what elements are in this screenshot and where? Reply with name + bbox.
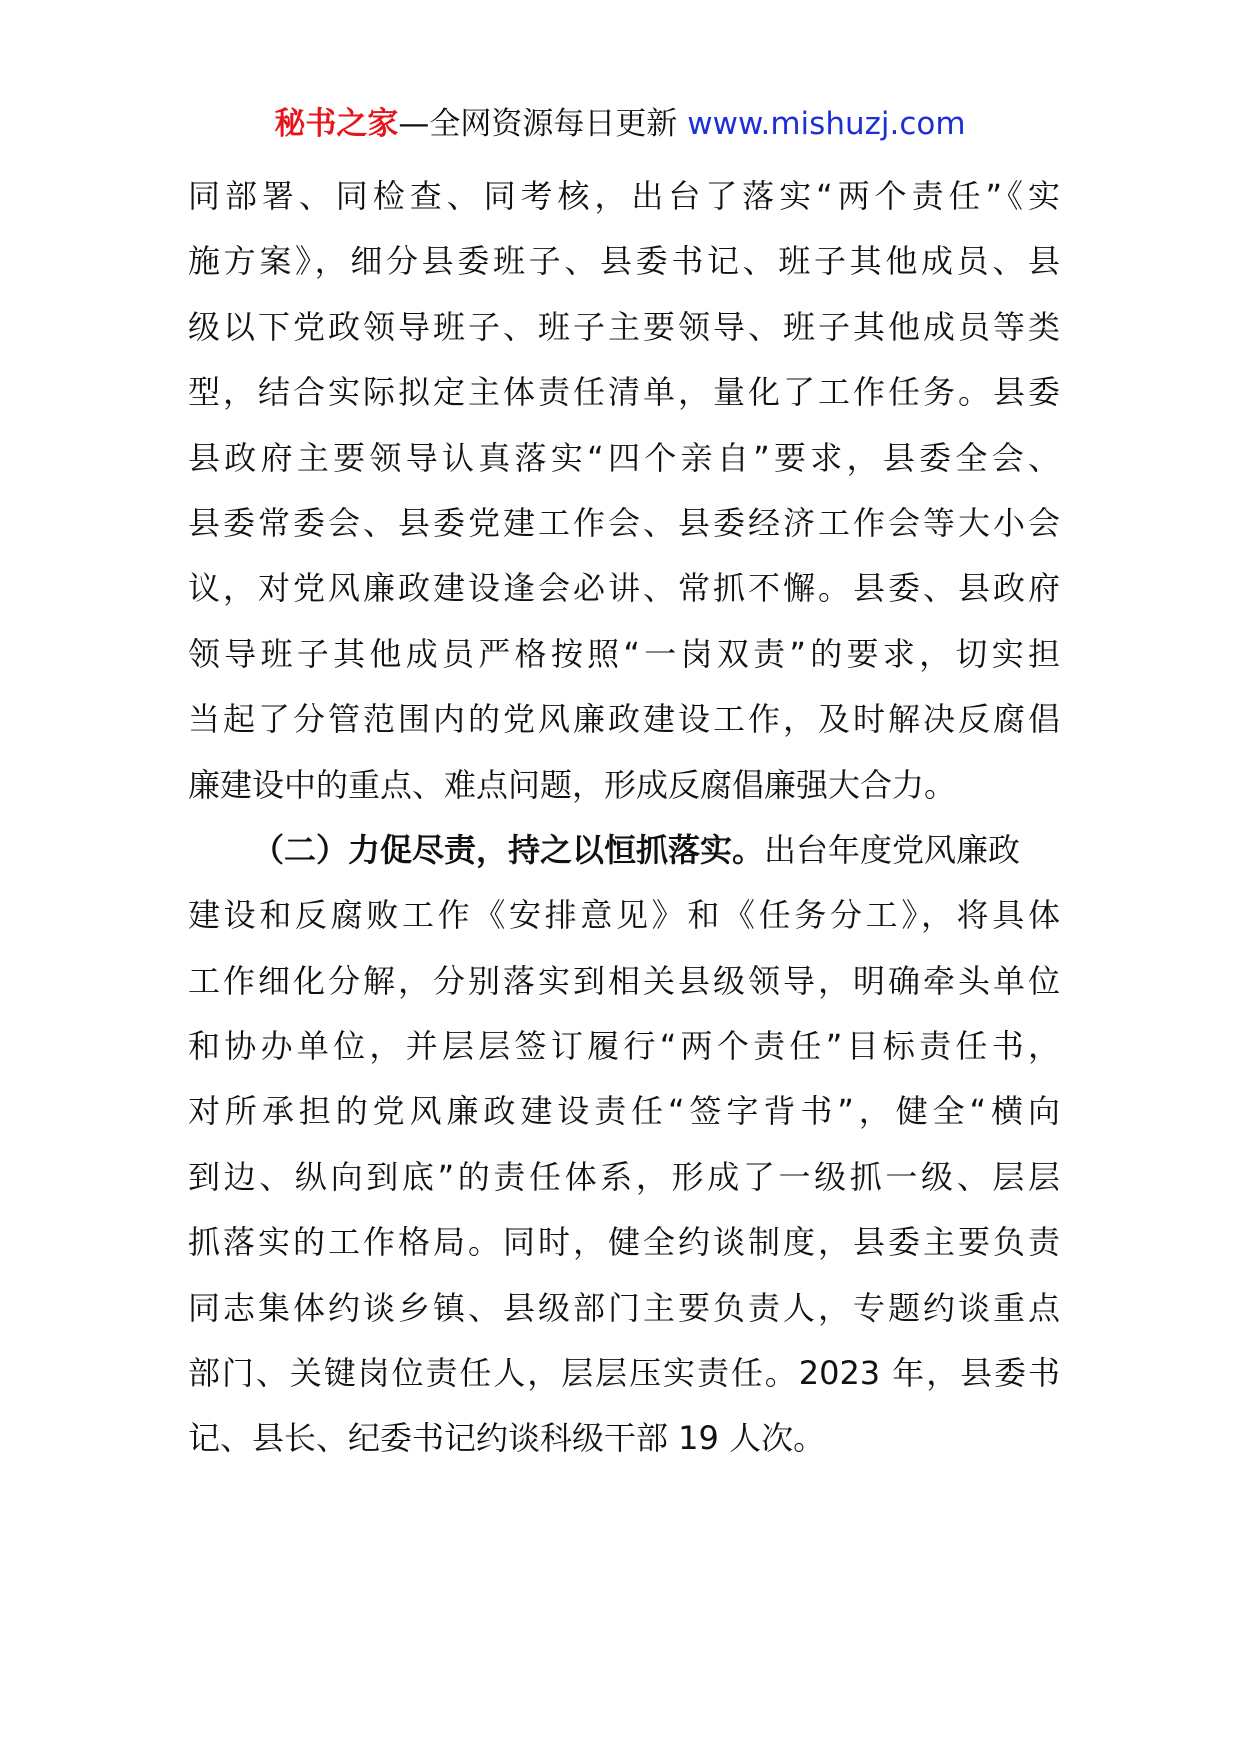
paragraph-line: 工作细化分解，分别落实到相关县级领导，明确牵头单位 xyxy=(188,961,1060,1000)
paragraph-line: 领导班子其他成员严格按照“一岗双责”的要求，切实担 xyxy=(188,634,1060,673)
paragraph-line: 当起了分管范围内的党风廉政建设工作，及时解决反腐倡 xyxy=(188,700,1060,739)
section-heading: （二）力促尽责，持之以恒抓落实。 xyxy=(252,830,765,869)
document-body xyxy=(188,164,1060,1472)
site-brand: 秘书之家 xyxy=(274,106,399,142)
paragraph-line: 议，对党风廉政建设逢会必讲、常抓不懈。县委、县政府 xyxy=(188,569,1060,608)
section-heading-line xyxy=(188,818,1060,883)
site-url-link[interactable]: www.mishuzj.com xyxy=(687,106,966,142)
paragraph-line: 记、县长、纪委书记约谈科级干部 19 人次。 xyxy=(188,1419,826,1458)
section-heading-rest: 出台年度党风廉政 xyxy=(764,830,1021,869)
paragraph-line: 同部署、同检查、同考核，出台了落实“两个责任”《实 xyxy=(188,177,1060,215)
page-header xyxy=(0,100,1240,148)
paragraph-line: 部门、关键岗位责任人，层层压实责任。2023 年，县委书 xyxy=(188,1354,1060,1393)
paragraph-line: 建设和反腐败工作《安排意见》和《任务分工》，将具体 xyxy=(188,896,1060,935)
paragraph-line: 抓落实的工作格局。同时，健全约谈制度，县委主要负责 xyxy=(188,1223,1060,1262)
paragraph-line: 到边、纵向到底”的责任体系，形成了一级抓一级、层层 xyxy=(188,1157,1060,1196)
paragraph-line: 同志集体约谈乡镇、县级部门主要负责人，专题约谈重点 xyxy=(188,1288,1060,1327)
paragraph-line: 对所承担的党风廉政建设责任“签字背书”，健全“横向 xyxy=(188,1092,1060,1131)
paragraph-line: 级以下党政领导班子、班子主要领导、班子其他成员等类 xyxy=(188,307,1060,346)
paragraph-line: 和协办单位，并层层签订履行“两个责任”目标责任书， xyxy=(188,1027,1060,1066)
paragraph-line: 廉建设中的重点、难点问题，形成反腐倡廉强大合力。 xyxy=(188,765,957,804)
paragraph-line: 施方案》，细分县委班子、县委书记、班子其他成员、县 xyxy=(188,242,1060,281)
site-slogan: —全网资源每日更新 xyxy=(398,106,688,142)
paragraph-line: 型，结合实际拟定主体责任清单，量化了工作任务。县委 xyxy=(188,373,1060,412)
paragraph-line: 县政府主要领导认真落实“四个亲自”要求，县委全会、 xyxy=(188,438,1060,477)
paragraph-line: 县委常委会、县委党建工作会、县委经济工作会等大小会 xyxy=(188,503,1060,542)
